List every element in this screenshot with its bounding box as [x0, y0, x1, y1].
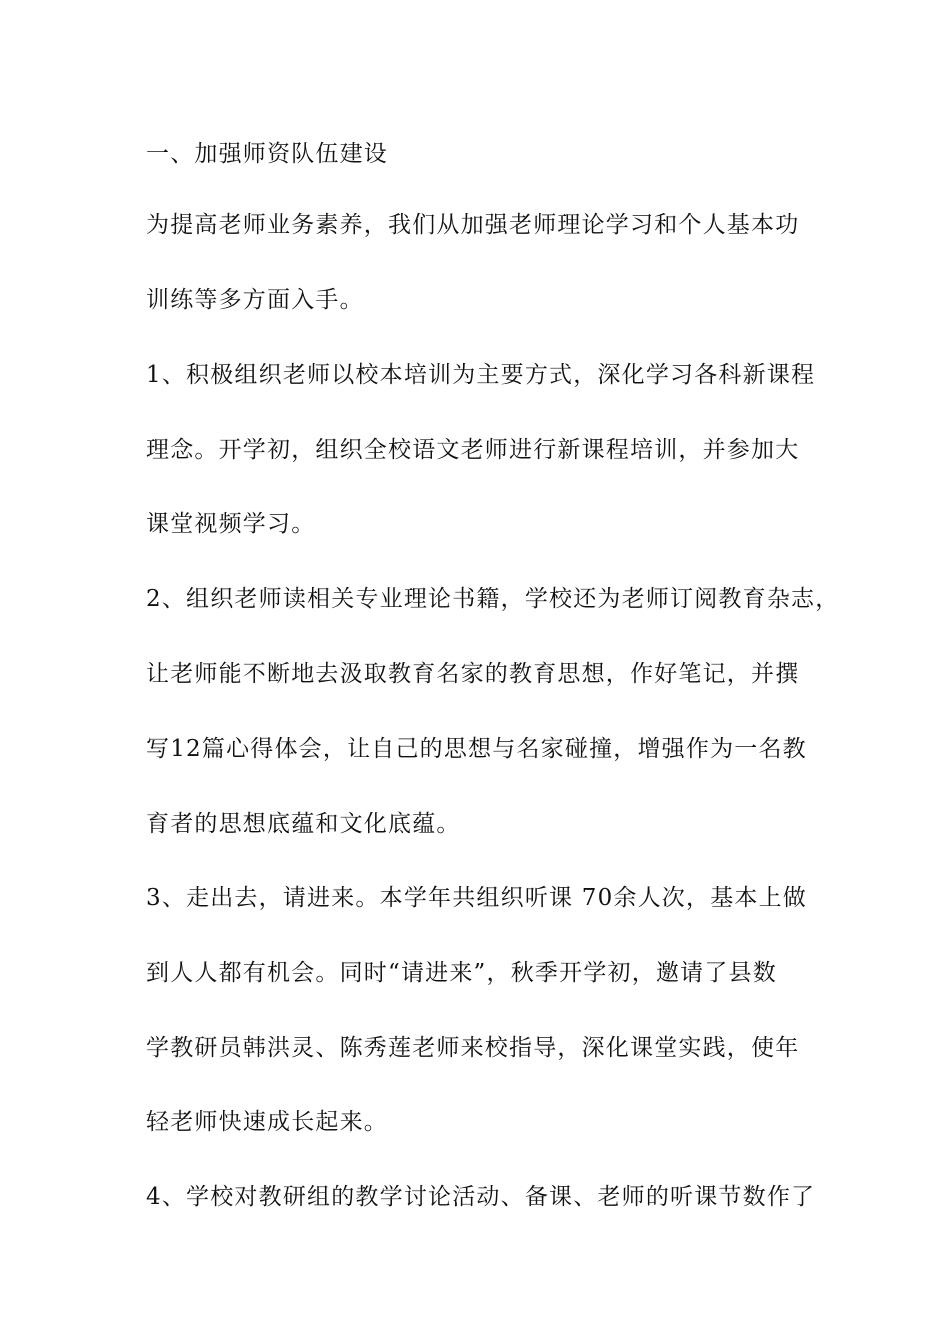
paragraph-line: 2、组织老师读相关专业理论书籍，学校还为老师订阅教育杂志， — [146, 586, 840, 612]
paragraph-line: 3、走出去，请进来。本学年共组织听课 70余人次，基本上做 — [146, 885, 808, 911]
paragraph-line: 让老师能不断地去汲取教育名家的教育思想，作好笔记，并撰 — [146, 661, 800, 687]
paragraph-line: 4、学校对教研组的教学讨论活动、备课、老师的听课节数作了 — [146, 1184, 816, 1210]
paragraph-line: 轻老师快速成长起来。 — [146, 1109, 388, 1135]
paragraph-line: 学教研员韩洪灵、陈秀莲老师来校指导，深化课堂实践，使年 — [146, 1035, 800, 1061]
paragraph-line: 育者的思想底蕴和文化底蕴。 — [146, 811, 461, 837]
paragraph-line: 课堂视频学习。 — [146, 511, 316, 537]
paragraph-line: 写12篇心得体会，让自己的思想与名家碰撞，增强作为一名教 — [146, 736, 807, 762]
paragraph-line: 1、积极组织老师以校本培训为主要方式，深化学习各科新课程 — [146, 362, 816, 388]
paragraph-line: 到人人都有机会。同时“请进来”，秋季开学初，邀请了县数 — [146, 960, 777, 986]
paragraph-line: 理念。开学初，组织全校语文老师进行新课程培训，并参加大 — [146, 437, 800, 463]
section-heading: 一、加强师资队伍建设 — [146, 141, 388, 167]
paragraph-line: 训练等多方面入手。 — [146, 287, 364, 313]
paragraph-line: 为提高老师业务素养，我们从加强老师理论学习和个人基本功 — [146, 212, 800, 238]
